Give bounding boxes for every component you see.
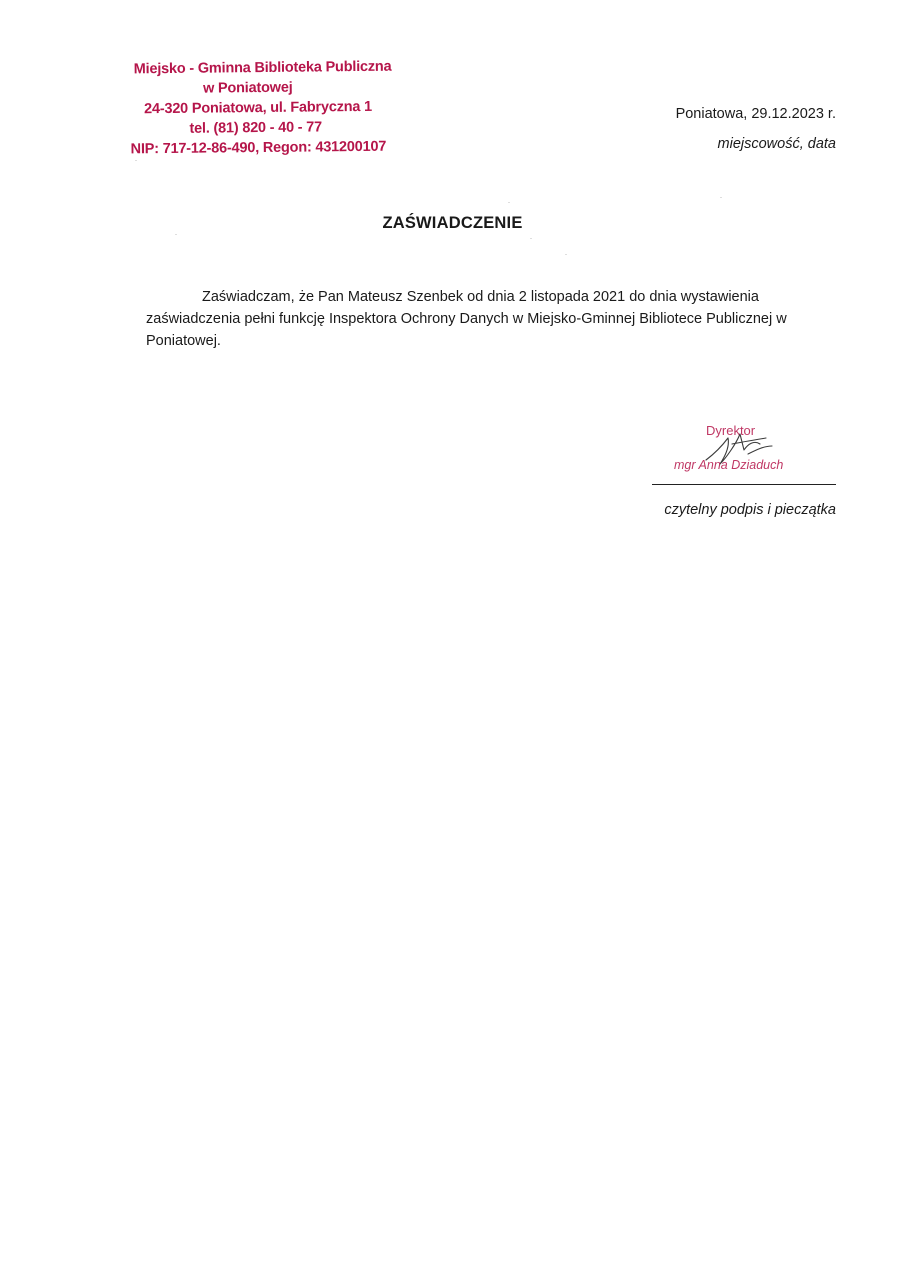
stamp-line-name: Miejsko - Gminna Biblioteka Publiczna [133, 58, 392, 78]
document-title: ZAŚWIADCZENIE [382, 214, 523, 232]
place-date: Poniatowa, 29.12.2023 r. [675, 106, 836, 122]
stamp-line-ids: NIP: 717-12-86-490, Regon: 431200107 [130, 138, 387, 158]
certificate-body: Zaświadczam, że Pan Mateusz Szenbek od dnia 2 listopada 2021 do dnia wystawienia zaświadczenia pełni funkcję Inspektora Ochrony Danych w Miejsko-Gminnej Bibliotece Publicznej w Poniatowej. [146, 289, 787, 349]
scan-speck [565, 254, 567, 255]
institution-stamp [127, 57, 398, 160]
scan-speck [508, 202, 510, 203]
scan-speck [720, 197, 722, 198]
scan-speck [175, 234, 177, 235]
signature-block [652, 420, 836, 530]
signature-caption: czytelny podpis i pieczątka [664, 502, 836, 518]
date-block [676, 106, 836, 152]
stamp-line-address: 24-320 Poniatowa, ul. Fabryczna 1 [143, 98, 373, 118]
signature-stamp-role: Dyrektor [706, 423, 756, 438]
place-date-caption: miejscowość, data [717, 136, 836, 152]
stamp-line-city: w Poniatowej [202, 79, 293, 97]
scan-speck [135, 160, 137, 161]
scan-speck [530, 238, 532, 239]
signature-stamp-name: mgr Anna Dziaduch [674, 458, 784, 472]
stamp-line-phone: tel. (81) 820 - 40 - 77 [189, 119, 322, 137]
signature-line [652, 484, 836, 485]
